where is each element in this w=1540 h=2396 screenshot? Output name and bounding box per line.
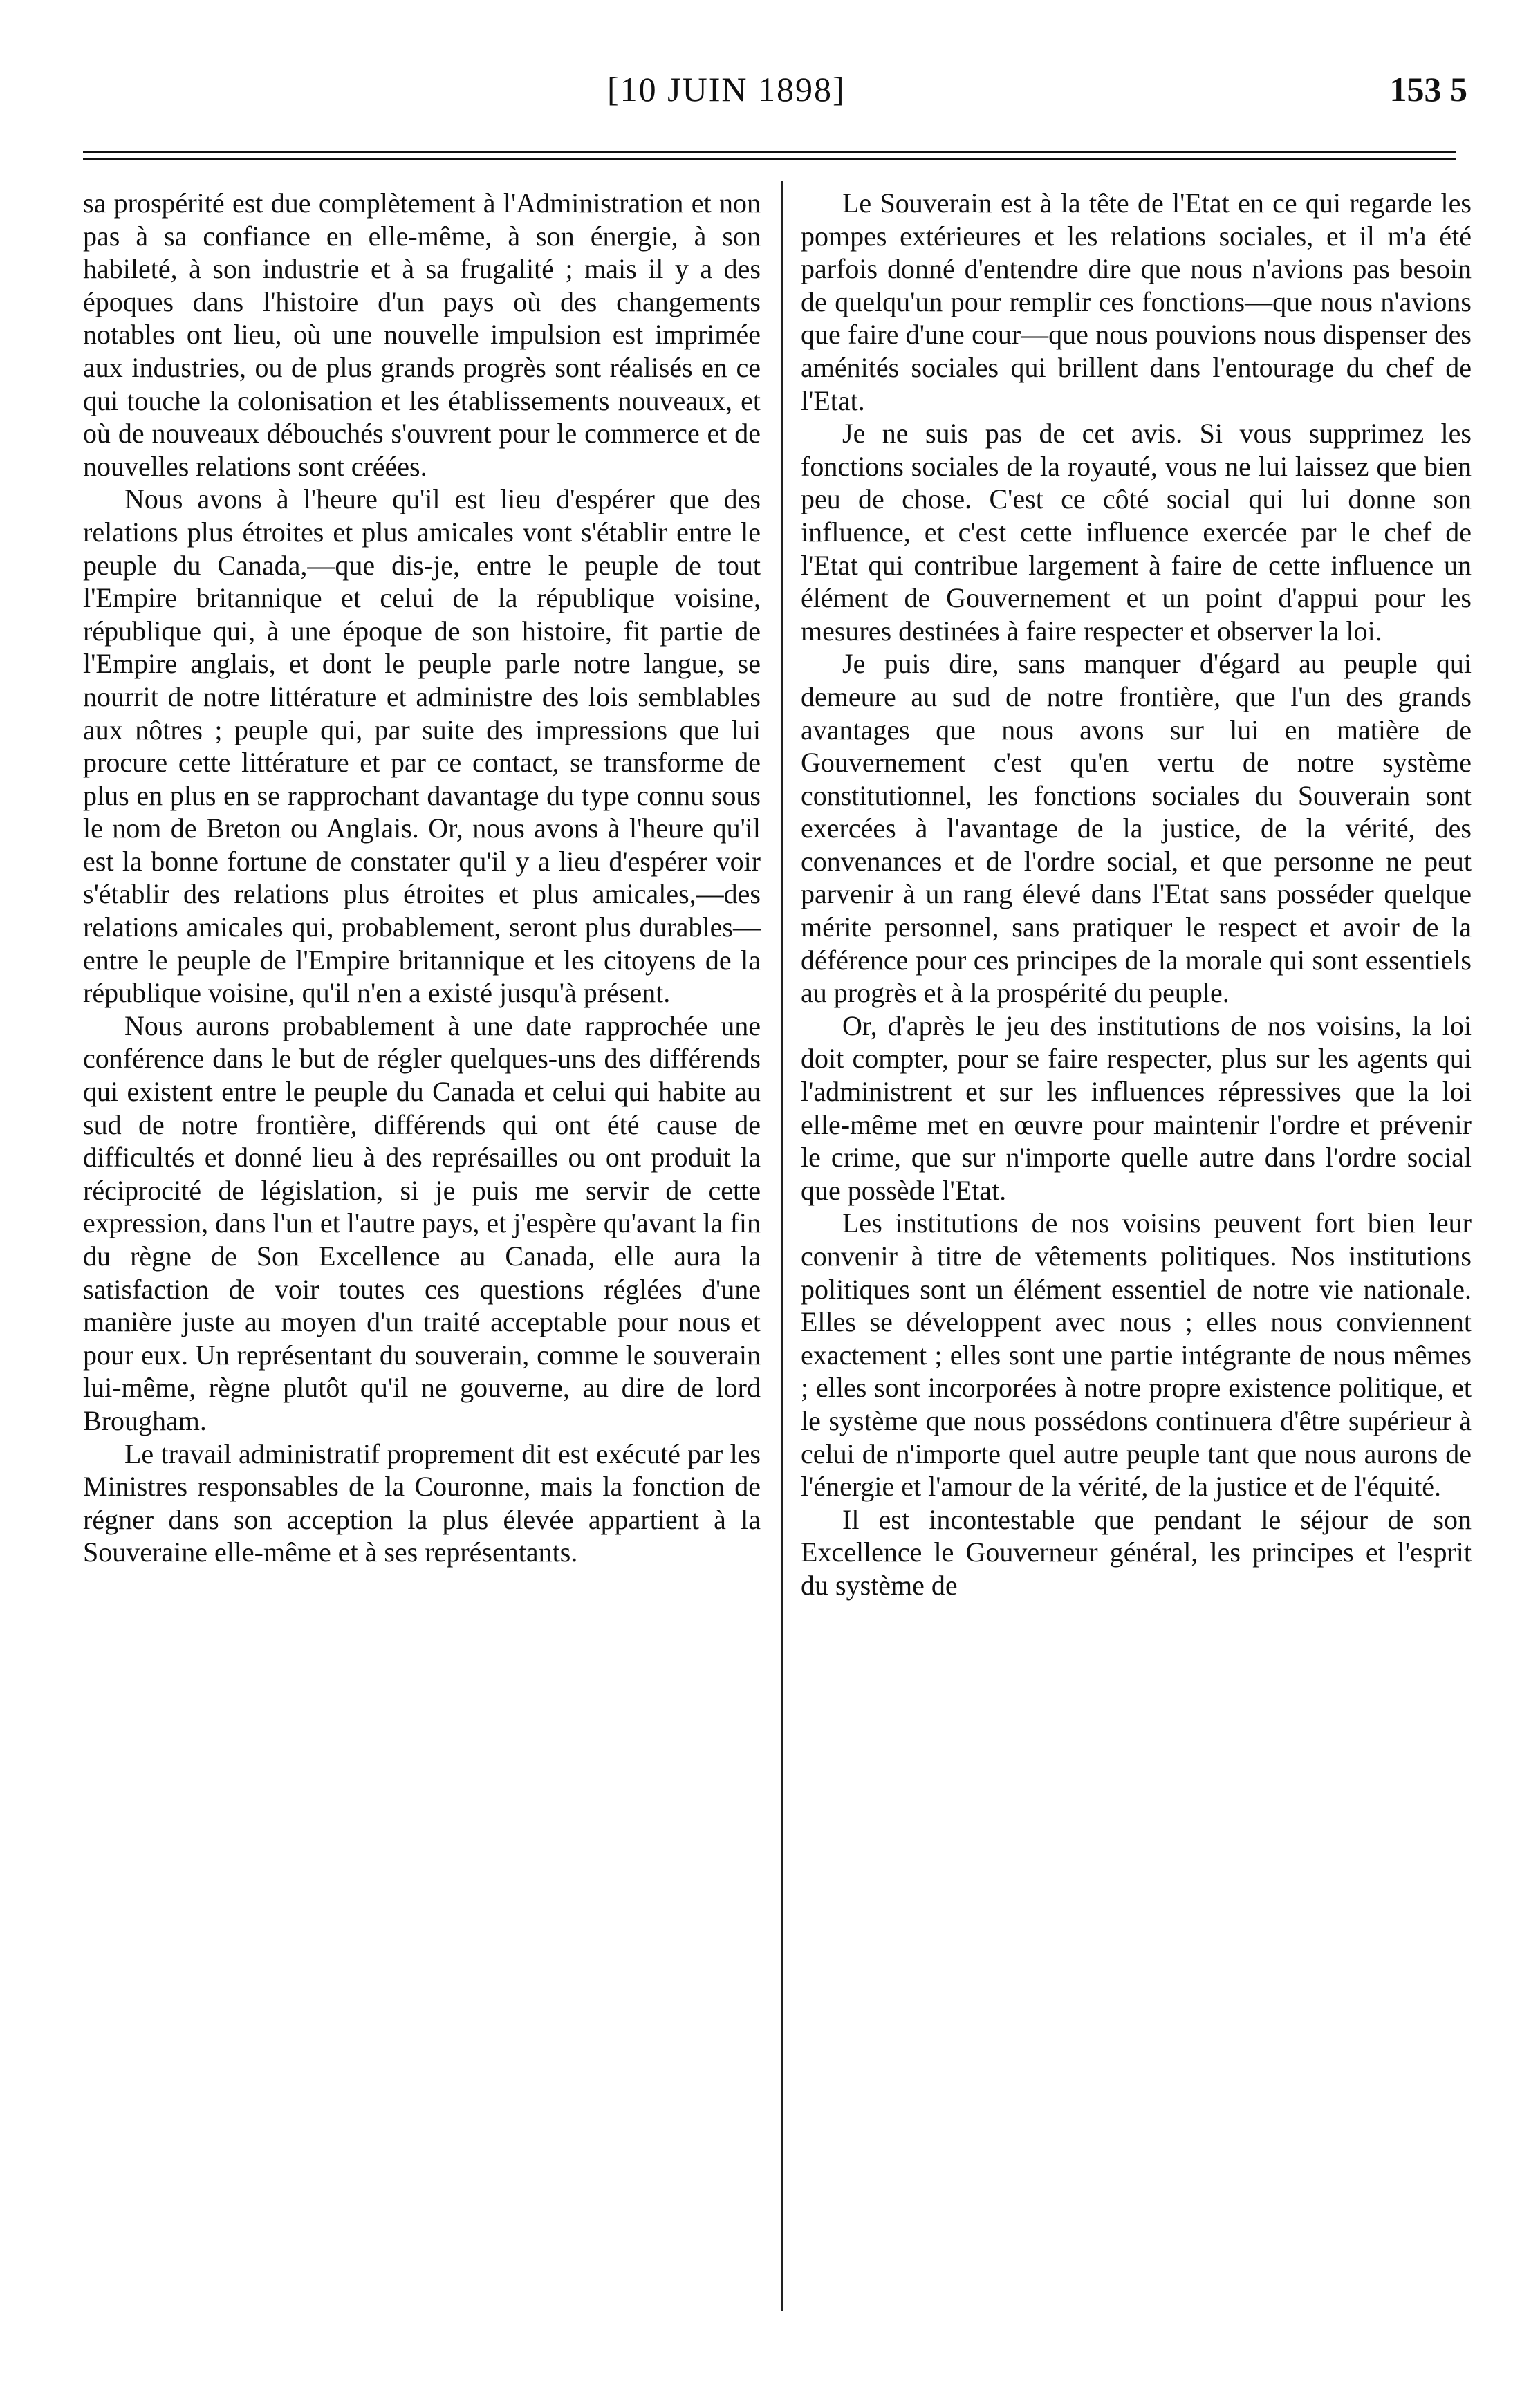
right-column (801, 187, 1472, 1602)
page-number: 153 5 (1389, 70, 1467, 109)
right-paragraph-4: Or, d'après le jeu des institutions de nos voisins, la loi doit compter, pour se faire respecter, plus sur les agents qui l'administrent et sur les influences répressives que la loi elle-même met en œuvre pour maintenir l'ordre et prévenir le crime, que sur n'importe quelle autre dans l'ordre social que possède l'Etat. (801, 1010, 1472, 1206)
left-paragraph-4: Le travail administratif proprement dit est exécuté par les Ministres responsables de la Couronne, mais la fonction de régner dans son acception la plus élevée appartient à la Souveraine elle-même et à ses représentants. (83, 1438, 761, 1568)
header-double-rule (83, 151, 1456, 160)
left-paragraph-2: Nous avons à l'heure qu'il est lieu d'espérer que des relations plus étroites et plus amicales vont s'établir entre le peuple du Canada,—que dis-je, entre le peuple de tout l'Empire britannique et celui de la république voisine, république qui, à une époque de son histoire, fit partie de l'Empire anglais, et dont le peuple parle notre langue, se nourrit de notre littérature et administre des lois semblables aux nôtres ; peuple qui, par suite des impressions que lui procure cette littérature et par ce contact, se transforme de plus en plus en se rapprochant davantage du type connu sous le nom de Breton ou Anglais. Or, nous avons à l'heure qu'il est la bonne fortune de constater qu'il y a lieu d'espérer voir s'établir des relations plus étroites et plus amicales,—des relations amicales qui, probablement, seront plus durables—entre le peuple de l'Empire britannique et les citoyens de la république voisine, qu'il n'en a existé jusqu'à présent. (83, 483, 761, 1009)
right-paragraph-5: Les institutions de nos voisins peuvent fort bien leur convenir à titre de vêtements politiques. Nos institutions politiques sont un élément essentiel de notre vie nationale. Elles se développent avec nous ; elles nous conviennent exactement ; elles sont une partie intégrante de nous mêmes ; elles sont incorporées à notre propre existence politique, et le système que nous possédons continuera d'être supérieur à celui de n'importe quel autre peuple tant que nous aurons de l'énergie et l'amour de la vérité, de la justice et de l'équité. (801, 1207, 1472, 1503)
header-date: [10 JUIN 1898] (607, 70, 846, 109)
right-paragraph-2: Je ne suis pas de cet avis. Si vous supprimez les fonctions sociales de la royauté, vous ne lui laissez que bien peu de chose. C'est ce côté social qui lui donne son influence, et c'est cette influence exercée par le chef de l'Etat qui contribue largement à faire de cette influence un élément de Gouvernement et un point d'appui pour les mesures destinées à faire respecter et observer la loi. (801, 418, 1472, 647)
left-column (83, 187, 761, 1569)
left-paragraph-1: sa prospérité est due complètement à l'Administration et non pas à sa confiance en elle-même, à son énergie, à son habileté, à son industrie et à sa frugalité ; mais il y a des époques dans l'histoire d'un pays où des changements notables ont lieu, où une nouvelle impulsion est imprimée aux industries, ou de plus grands progrès sont réalisés en ce qui touche la colonisation et les établissements nouveaux, et où de nouveaux débouchés s'ouvrent pour le commerce et de nouvelles relations sont créées. (83, 187, 761, 482)
column-separator (781, 181, 783, 2311)
right-paragraph-1: Le Souverain est à la tête de l'Etat en ce qui regarde les pompes extérieures et les relations sociales, et il m'a été parfois donné d'entendre dire que nous n'avions pas besoin de quelqu'un pour remplir ces fonctions—que nous n'avions que faire d'une cour—que nous pouvions nous dispenser des aménités sociales qui brillent dans l'entourage du chef de l'Etat. (801, 187, 1472, 416)
right-paragraph-6: Il est incontestable que pendant le séjour de son Excellence le Gouverneur général, les principes et l'esprit du système de (801, 1503, 1472, 1601)
right-paragraph-3: Je puis dire, sans manquer d'égard au peuple qui demeure au sud de notre frontière, que l'un des grands avantages que nous avons sur lui en matière de Gouvernement c'est qu'en vertu de notre système constitutionnel, les fonctions sociales du Souverain sont exercées à l'avantage de la justice, de la vérité, des convenances et de l'ordre social, et que personne ne peut parvenir à un rang élevé dans l'Etat sans posséder quelque mérite personnel, sans pratiquer le respect et avoir de la déférence pour ces principes de la morale qui sont essentiels au progrès et à la prospérité du peuple. (801, 648, 1472, 1009)
left-paragraph-3: Nous aurons probablement à une date rapprochée une conférence dans le but de régler quelques-uns des différends qui existent entre le peuple du Canada et celui qui habite au sud de notre frontière, différends qui ont été cause de difficultés et donné lieu à des représailles ou ont produit la réciprocité de législation, si je puis me servir de cette expression, dans l'un et l'autre pays, et j'espère qu'avant la fin du règne de Son Excellence au Canada, elle aura la satisfaction de voir toutes ces questions réglées d'une manière juste au moyen d'un traité acceptable pour nous et pour eux. Un représentant du souverain, comme le souverain lui-même, règne plutôt qu'il ne gouverne, au dire de lord Brougham. (83, 1010, 761, 1436)
page-header (0, 69, 1540, 131)
